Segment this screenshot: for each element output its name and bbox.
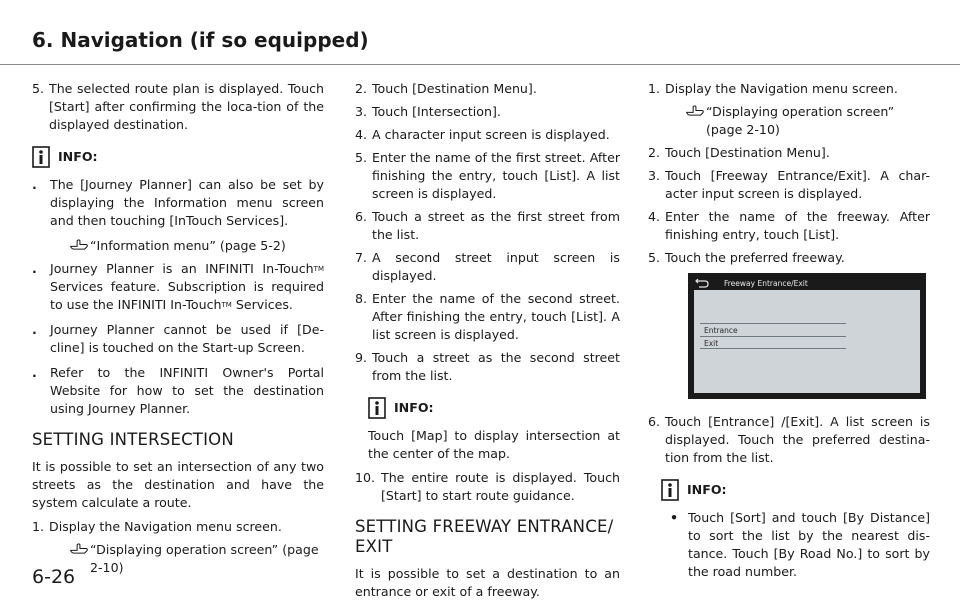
list-item-exit[interactable]: Exit	[700, 336, 846, 349]
info-heading	[648, 479, 930, 501]
bullet-text-part: Services.	[235, 297, 293, 312]
column-left	[32, 80, 324, 582]
bullet-text-part: Journey Planner is an INFINITI In-Touch	[50, 261, 314, 276]
list-item-entrance[interactable]: Entrance	[700, 323, 846, 336]
section-title: SETTING FREEWAY ENTRANCE/ EXIT	[355, 517, 614, 556]
bullet-text	[50, 260, 324, 314]
reference-text: “Information menu” (page 5-2)	[90, 238, 286, 253]
info-label: INFO:	[58, 149, 98, 164]
step-number: 3.	[355, 104, 368, 119]
step	[355, 149, 620, 203]
step-text: Touch [Destination Menu].	[372, 81, 537, 96]
info-label: INFO:	[394, 400, 434, 415]
step-text: Touch [Freeway Entrance/Exit]. A char-acter input screen is displayed.	[665, 168, 930, 201]
step	[355, 249, 620, 285]
section-paragraph: It is possible to set an intersection of any two streets as the destination and have the system calculate a route.	[32, 459, 324, 510]
step-text: Enter the name of the freeway. After finishing entry, touch [List].	[665, 209, 930, 242]
step-number: 6.	[648, 414, 661, 429]
step-text: The selected route plan is displayed. Touch [Start] after confirming the loca-tion of the displayed destination.	[49, 81, 324, 132]
bullet-dot: .	[32, 261, 37, 276]
pointing-hand-icon	[684, 104, 706, 117]
step-number: 4.	[648, 209, 661, 224]
step	[355, 126, 620, 144]
info-label: INFO:	[687, 482, 727, 497]
step-text: Touch [Intersection].	[372, 104, 501, 119]
reference-text: “Displaying operation screen” (page 2-10)	[706, 104, 895, 137]
step-number: 4.	[355, 127, 368, 142]
info-heading	[32, 146, 324, 168]
bullet-dot: .	[32, 177, 37, 192]
step-text: Display the Navigation menu screen.	[665, 81, 898, 96]
step	[648, 208, 930, 244]
cross-reference[interactable]	[32, 541, 324, 577]
info-bullet	[32, 364, 324, 418]
info-bullet	[648, 509, 930, 581]
info-heading	[355, 397, 620, 419]
bullet-text: The [Journey Planner] can also be set by displaying the Information menu screen and then touching [InTouch Services].	[50, 177, 324, 228]
cross-reference[interactable]	[32, 237, 324, 255]
step-number: 1.	[648, 81, 661, 96]
info-bullet	[32, 260, 324, 314]
step-number: 2.	[648, 145, 661, 160]
column-middle	[355, 80, 620, 607]
step-number: 5.	[32, 81, 45, 96]
pointing-hand-icon	[68, 542, 90, 555]
step-5	[32, 80, 324, 134]
page-title: 6. Navigation (if so equipped)	[32, 28, 369, 52]
step	[355, 80, 620, 98]
step-number: 2.	[355, 81, 368, 96]
step	[355, 290, 620, 344]
section-paragraph: It is possible to set a destination to an entrance or exit of a freeway.	[355, 566, 620, 599]
step-number: 8.	[355, 291, 368, 306]
step-text: A second street input screen is displayed.	[372, 250, 620, 283]
step-number: 7.	[355, 250, 368, 265]
step-number: 10.	[355, 470, 376, 485]
bullet-dot: •	[670, 510, 679, 525]
bullet-dot: .	[32, 365, 37, 380]
step-number: 6.	[355, 209, 368, 224]
step-number: 5.	[648, 250, 661, 265]
step-text: Touch a street as the second street from the list.	[372, 350, 620, 383]
screen-list-panel	[694, 290, 920, 393]
screen-title: Freeway Entrance/Exit	[724, 279, 808, 288]
step-10	[355, 469, 620, 505]
step-1	[648, 80, 930, 98]
step-text: A character input screen is displayed.	[372, 127, 610, 142]
reference-text: “Displaying operation screen” (page 2-10)	[90, 542, 319, 575]
info-icon	[368, 397, 386, 419]
page-number: 6-26	[32, 566, 76, 588]
step-number: 5.	[355, 150, 368, 165]
step	[648, 167, 930, 203]
cross-reference[interactable]	[648, 103, 930, 139]
info-text: Touch [Map] to display intersection at the center of the map.	[368, 428, 620, 461]
trademark-sup: TM	[221, 301, 232, 309]
step-text: Touch a street as the first street from the list.	[372, 209, 620, 242]
step	[355, 103, 620, 121]
section-title: SETTING INTERSECTION	[32, 430, 234, 449]
bullet-text: Touch [Sort] and touch [By Distance] to sort the list by the nearest dis-tance. Touch [By Road No.] to sort by the road number.	[688, 510, 930, 579]
title-divider	[0, 64, 960, 65]
trademark-sup: TM	[313, 265, 324, 273]
step-number: 9.	[355, 350, 368, 365]
step-text: Touch the preferred freeway.	[665, 250, 845, 265]
step	[648, 249, 930, 267]
step-text: Touch [Destination Menu].	[665, 145, 830, 160]
pointing-hand-icon	[68, 238, 90, 251]
step	[648, 144, 930, 162]
step-6	[648, 413, 930, 467]
step	[355, 349, 620, 385]
step-text: Enter the name of the first street. After finishing the entry, touch [List]. A list screen is displayed.	[372, 150, 620, 201]
step-text: Enter the name of the second street. After finishing the entry, touch [List]. A list screen is displayed.	[372, 291, 620, 342]
bullet-text: Journey Planner cannot be used if [De-cline] is touched on the Start-up Screen.	[50, 322, 324, 355]
info-icon	[661, 479, 679, 501]
bullet-text: Refer to the INFINITI Owner's Portal Website for how to set the destination using Journey Planner.	[50, 365, 324, 416]
step-text: The entire route is displayed. Touch [Start] to start route guidance.	[381, 470, 620, 503]
bullet-text-part: Services feature. Subscription is required to use the INFINITI In-Touch	[50, 279, 324, 312]
info-icon	[32, 146, 50, 168]
bullet-dot: .	[32, 322, 37, 337]
step-text: Touch [Entrance] /[Exit]. A list screen is displayed. Touch the preferred destina-tion from the list.	[665, 414, 930, 465]
screenshot-freeway-entrance-exit	[688, 273, 926, 399]
step-text: Display the Navigation menu screen.	[49, 519, 282, 534]
column-right	[648, 80, 930, 588]
step-number: 3.	[648, 168, 661, 183]
step	[355, 208, 620, 244]
back-arrow-icon	[695, 277, 709, 289]
step-number: 1.	[32, 519, 45, 534]
info-bullet	[32, 321, 324, 357]
info-bullet	[32, 176, 324, 230]
step-1	[32, 518, 324, 536]
